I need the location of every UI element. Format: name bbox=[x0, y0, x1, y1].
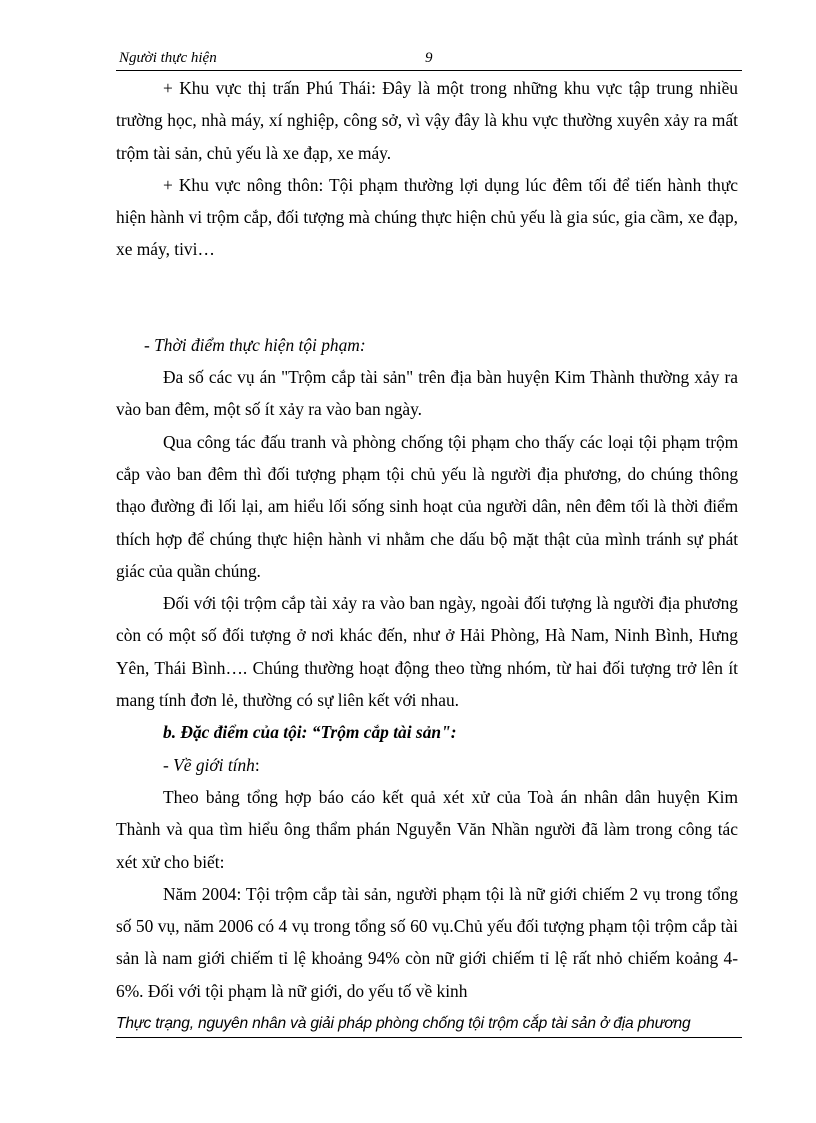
gender-heading bbox=[116, 749, 738, 781]
gender-prefix: - bbox=[163, 754, 174, 775]
paragraph-phu-thai: + Khu vực thị trấn Phú Thái: Đây là một trong những khu vực tập trung nhiều trường học, nhà máy, xí nghiệp, công sở, vì vậy đây là khu vực thường xuyên xảy ra mất trộm tài sản, chủ yếu là xe đạp, xe máy. bbox=[116, 78, 738, 163]
header-author: Người thực hiện bbox=[119, 50, 217, 66]
page-footer: Thực trạng, nguyên nhân và giải pháp phòng chống tội trộm cắp tài sản ở địa phương bbox=[116, 1015, 742, 1038]
paragraph-court-report: Theo bảng tổng hợp báo cáo kết quả xét xử của Toà án nhân dân huyện Kim Thành và qua tìm hiểu ông thẩm phán Nguyễn Văn Nhần người đã làm trong công tác xét xử cho biết: bbox=[116, 786, 738, 872]
document-body bbox=[116, 72, 738, 1007]
gender-suffix: : bbox=[254, 754, 260, 775]
paragraph-night-day: Đa số các vụ án "Trộm cắp tài sản" trên địa bàn huyện Kim Thành thường xảy ra vào ban đêm, một số ít xảy ra vào ban ngày. bbox=[116, 367, 738, 420]
paragraph-night-offenders: Qua công tác đấu tranh và phòng chống tội phạm cho thấy các loại tội phạm trộm cắp vào ban đêm thì đối tượng phạm tội chủ yếu là người địa phương, do chúng thông thạo đường đi lối lại, am hiểu lối sống sinh hoạt của người dân, nên đêm tối là thời điểm thích hợp để chúng thực hiện hành vi nhằm che dấu bộ mặt thật của mình tránh sự phát giác của quần chúng. bbox=[116, 431, 738, 581]
paragraph-rural: + Khu vực nông thôn: Tội phạm thường lợi dụng lúc đêm tối để tiến hành thực hiện hành vi trộm cắp, đối tượng mà chúng thực hiện chủ yếu là gia súc, gia cầm, xe đạp, xe máy, tivi… bbox=[116, 174, 738, 260]
blank-space bbox=[116, 266, 738, 329]
page-number: 9 bbox=[425, 50, 433, 66]
section-heading-b: b. Đặc điểm của tội: “Trộm cắp tài sản": bbox=[163, 722, 457, 743]
page-header bbox=[116, 50, 742, 71]
gender-label: Về giới tính bbox=[173, 754, 255, 775]
paragraph-statistics: Năm 2004: Tội trộm cắp tài sản, người phạm tội là nữ giới chiếm 2 vụ trong tổng số 50 vụ, năm 2006 có 4 vụ trong tổng số 60 vụ.Chủ yếu đối tượng phạm tội trộm cắp tài sản là nam giới chiếm tỉ lệ khoảng 94% còn nữ giới chiếm tỉ lệ rất nhỏ chiếm koảng 4- 6%. Đối với tội phạm là nữ giới, do yếu tố về kinh bbox=[116, 883, 738, 1001]
paragraph-day-offenders: Đối với tội trộm cắp tài xảy ra vào ban ngày, ngoài đối tượng là người địa phương còn có một số đối tượng ở nơi khác đến, như ở Hải Phòng, Hà Nam, Ninh Bình, Hưng Yên, Thái Bình…. Chúng thường hoạt động theo từng nhóm, từ hai đối tượng trở lên ít mang tính đơn lẻ, thường có sự liên kết với nhau. bbox=[116, 593, 738, 711]
time-heading: - Thời điểm thực hiện tội phạm: bbox=[144, 334, 366, 355]
